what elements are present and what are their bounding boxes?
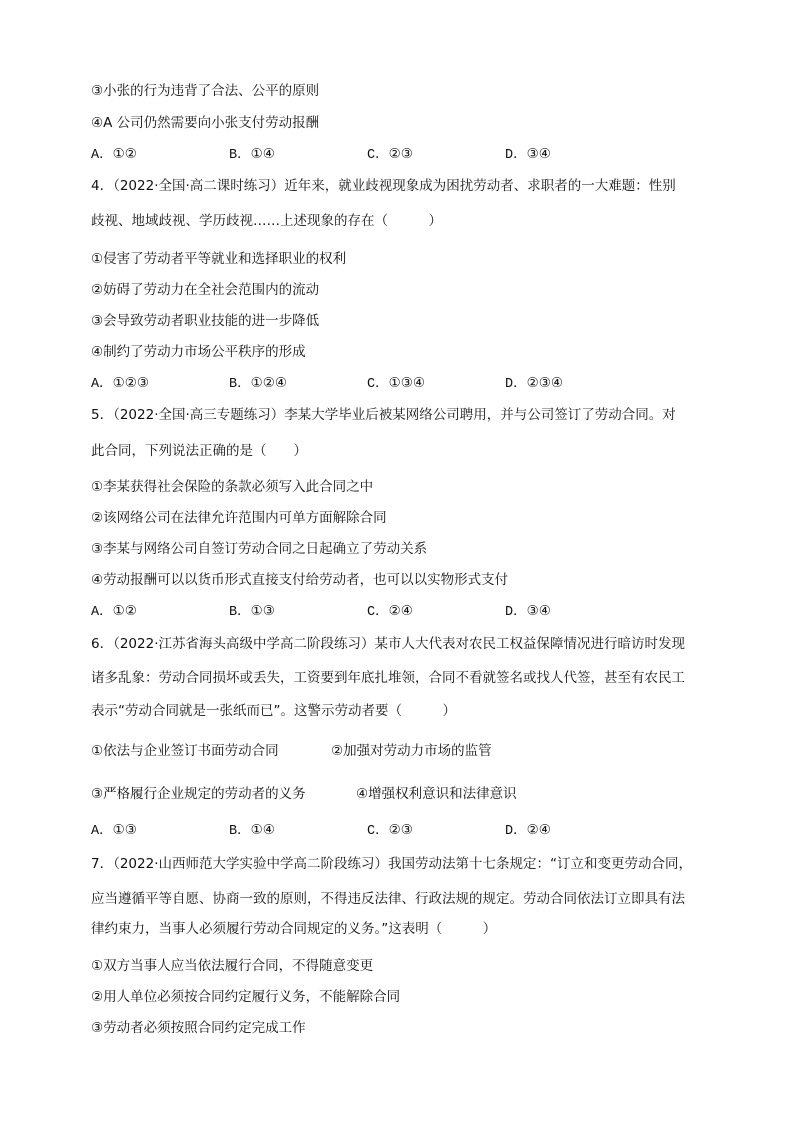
q5-option-b[interactable]: B．①③ [229,603,275,620]
q5-options [91,601,711,621]
q4-statement-1: ①侵害了劳动者平等就业和选择职业的权利 [91,251,347,267]
q5-option-a[interactable]: A．①② [91,603,137,620]
q6-statement-4: ④增强权利意识和法律意识 [356,786,517,802]
q6-statement-1: ①依法与企业签订书面劳动合同 [91,743,279,759]
q7-statement-3: ③劳动者必须按照合同约定完成工作 [91,1020,306,1036]
q6-stem-line-1: 6．（2022·江苏省海头高级中学高二阶段练习）某市人大代表对农民工权益保障情况进行暗访时发现 [91,636,685,652]
q3-option-b[interactable]: B．①④ [229,146,275,163]
q6-option-a[interactable]: A．①③ [91,822,137,839]
q3-options [91,144,711,164]
q4-option-c[interactable]: C．①③④ [367,375,425,392]
q7-statement-1: ①双方当事人应当依法履行合同，不得随意变更 [91,958,374,974]
q6-stem-line-3: 表示“劳动合同就是一张纸而已”。这警示劳动者要（ ） [91,703,456,719]
q6-statement-2: ②加强对劳动力市场的监管 [331,743,492,759]
q4-option-b[interactable]: B．①②④ [229,375,287,392]
q5-statement-3: ③李某与网络公司自签订劳动合同之日起确立了劳动关系 [91,541,428,557]
q3-option-c[interactable]: C．②③ [367,146,413,163]
q6-option-d[interactable]: D．②④ [505,822,551,839]
q5-statement-4: ④劳动报酬可以以货币形式直接支付给劳动者，也可以以实物形式支付 [91,572,509,588]
q5-stem-line-1: 5．（2022·全国·高三专题练习）李某大学毕业后被某网络公司聘用，并与公司签订了劳动合同。对 [91,407,676,423]
q3-statement-4: ④A 公司仍然需要向小张支付劳动报酬 [91,115,320,131]
q3-statement-3: ③小张的行为违背了合法、公平的原则 [91,83,320,99]
q4-stem-line-2: 歧视、地域歧视、学历歧视……上述现象的存在（ ） [91,213,442,229]
q7-statement-2: ②用人单位必须按合同约定履行义务，不能解除合同 [91,989,401,1005]
q4-option-a[interactable]: A．①②③ [91,375,149,392]
q4-stem-line-1: 4．（2022·全国·高二课时练习）近年来，就业歧视现象成为困扰劳动者、求职者的一大难题：性别 [91,178,676,194]
q7-stem-line-3: 律约束力，当事人必须履行劳动合同规定的义务。”这表明（ ） [91,921,497,937]
q6-stem-line-2: 诸多乱象：劳动合同损坏或丢失，工资要到年底扎堆领，合同不看就签名或找人代签，甚至有农民工 [91,670,685,686]
q4-statement-4: ④制约了劳动力市场公平秩序的形成 [91,344,306,360]
q5-stem-line-2: 此合同，下列说法正确的是（ ） [91,443,307,459]
q3-option-a[interactable]: A．①② [91,146,137,163]
q3-option-d[interactable]: D．③④ [505,146,551,163]
q5-option-d[interactable]: D．③④ [505,603,551,620]
q6-statement-3: ③严格履行企业规定的劳动者的义务 [91,786,306,802]
q4-statement-3: ③会导致劳动者职业技能的进一步降低 [91,313,320,329]
q4-option-d[interactable]: D．②③④ [505,375,563,392]
q7-stem-line-1: 7．（2022·山西师范大学实验中学高二阶段练习）我国劳动法第十七条规定：“订立和变更劳动合同， [91,856,692,872]
q6-option-c[interactable]: C．②③ [367,822,413,839]
q5-option-c[interactable]: C．②④ [367,603,413,620]
q7-stem-line-2: 应当遵循平等自愿、协商一致的原则，不得违反法律、行政法规的规定。劳动合同依法订立即具有法 [91,891,685,907]
q6-options [91,820,711,840]
q5-statement-1: ①李某获得社会保险的条款必须写入此合同之中 [91,479,374,495]
q6-option-b[interactable]: B．①④ [229,822,275,839]
q4-statement-2: ②妨碍了劳动力在全社会范围内的流动 [91,282,320,298]
q5-statement-2: ②该网络公司在法律允许范围内可单方面解除合同 [91,510,387,526]
q4-options [91,373,711,393]
